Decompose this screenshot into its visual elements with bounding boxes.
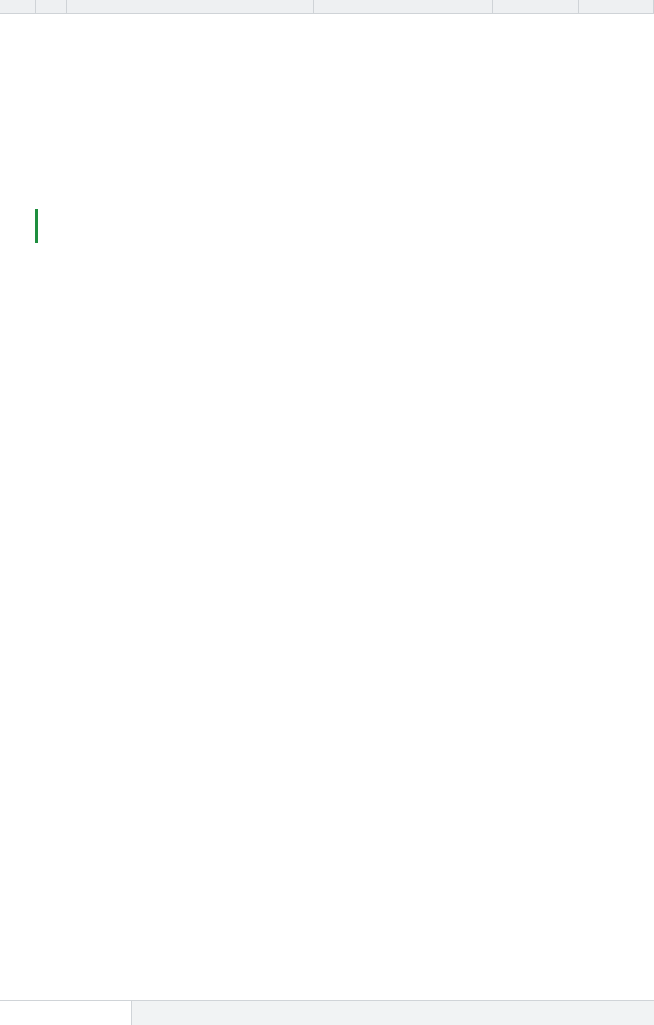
row-selection-indicator	[35, 209, 38, 243]
column-header-f[interactable]	[579, 0, 654, 14]
sheet-tab-bar	[0, 1000, 654, 1025]
column-header-d[interactable]	[314, 0, 493, 14]
column-header-b[interactable]	[67, 0, 314, 14]
column-header-e[interactable]	[493, 0, 579, 14]
column-header-a[interactable]	[36, 0, 67, 14]
select-all-corner[interactable]	[0, 0, 36, 14]
sheet-tab[interactable]	[0, 1001, 132, 1025]
